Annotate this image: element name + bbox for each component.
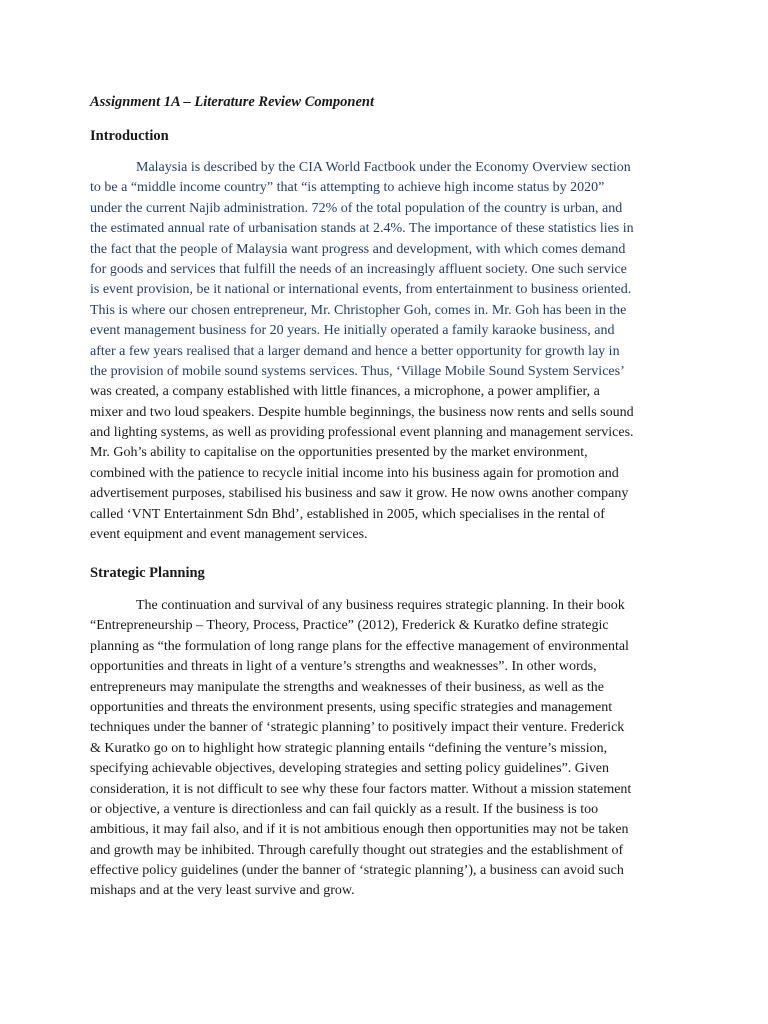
paragraph-line: the estimated annual rate of urbanisation stands at 2.4%. The importance of these statistics lies in [90,221,634,237]
paragraph-line: combined with the patience to recycle initial income into his business again for promotion and [90,465,619,481]
section-heading-introduction: Introduction [90,128,169,144]
paragraph-line: Malaysia is described by the CIA World Factbook under the Economy Overview section [136,160,631,175]
paragraph-line: after a few years realised that a larger demand and hence a better opportunity for growth lay in [90,343,620,359]
paragraph-line: effective policy guidelines (under the banner of ‘strategic planning’), a business can avoid such [90,863,624,879]
paragraph-line: consideration, it is not difficult to see why these four factors matter. Without a mission statement [90,781,632,797]
document-title: Assignment 1A – Literature Review Component [90,94,374,110]
paragraph-line: the provision of mobile sound systems services. Thus, ‘Village Mobile Sound System Services’ [90,363,625,379]
paragraph-introduction [90,158,678,545]
paragraph-line: mixer and two loud speakers. Despite humble beginnings, the business now rents and sells sound [90,404,634,420]
paragraph-line: opportunities and threats in light of a venture’s strengths and weaknesses”. In other words, [90,659,597,675]
paragraph-line: and lighting systems, as well as providing professional event planning and management services. [90,425,634,441]
paragraph-line: specifying achievable objectives, developing strategies and setting policy guidelines”. Given [90,761,610,777]
paragraph-line: event management business for 20 years. He initially operated a family karaoke business, and [90,323,615,339]
paragraph-line: planning as “the formulation of long range plans for the effective management of environmental [90,638,629,654]
paragraph-line: techniques under the banner of ‘strategic planning’ to positively impact their venture. Frederick [90,720,625,736]
paragraph-line: for goods and services that fulfill the needs of an increasingly affluent society. One such service [90,261,627,277]
paragraph-line: opportunities and threats the environment presents, using specific strategies and management [90,699,613,715]
paragraph-line: advertisement purposes, stabilised his business and saw it grow. He now owns another company [90,486,629,502]
paragraph-line: is event provision, be it national or international events, from entertainment to business oriented. [90,282,632,298]
paragraph-line: the fact that the people of Malaysia want progress and development, with which comes demand [90,241,626,257]
paragraph-line: mishaps and at the very least survive and grow. [90,883,355,899]
paragraph-line: called ‘VNT Entertainment Sdn Bhd’, established in 2005, which specialises in the rental of [90,506,605,522]
paragraph-line: “Entrepreneurship – Theory, Process, Practice” (2012), Frederick & Kuratko define strategic [90,618,609,634]
paragraph-line: or objective, a venture is directionless and can fail quickly as a result. If the business is too [90,801,599,817]
section-heading-strategic-planning: Strategic Planning [90,565,205,581]
paragraph-line: Mr. Goh’s ability to capitalise on the opportunities presented by the market environment, [90,445,588,461]
paragraph-line: and growth may be inhibited. Through carefully thought out strategies and the establishment of [90,842,624,858]
paragraph-line: to be a “middle income country” that “is attempting to achieve high income status by 2020” [90,180,605,196]
paragraph-line: This is where our chosen entrepreneur, Mr. Christopher Goh, comes in. Mr. Goh has been in the [90,302,627,318]
paragraph-line: under the current Najib administration. 72% of the total population of the country is urban, and [90,200,623,216]
paragraph-line: & Kuratko go on to highlight how strategic planning entails “defining the venture’s mission, [90,740,608,756]
paragraph-line: was created, a company established with little finances, a microphone, a power amplifier, a [90,384,600,400]
paragraph-line: The continuation and survival of any business requires strategic planning. In their book [136,598,625,613]
paragraph-line: ambitious, it may fail also, and if it is not ambitious enough then opportunities may not be taken [90,822,629,838]
paragraph-line: entrepreneurs may manipulate the strengths and weaknesses of their business, as well as the [90,679,604,695]
paragraph-strategic-planning [90,596,678,902]
paragraph-line: event equipment and event management services. [90,527,368,543]
